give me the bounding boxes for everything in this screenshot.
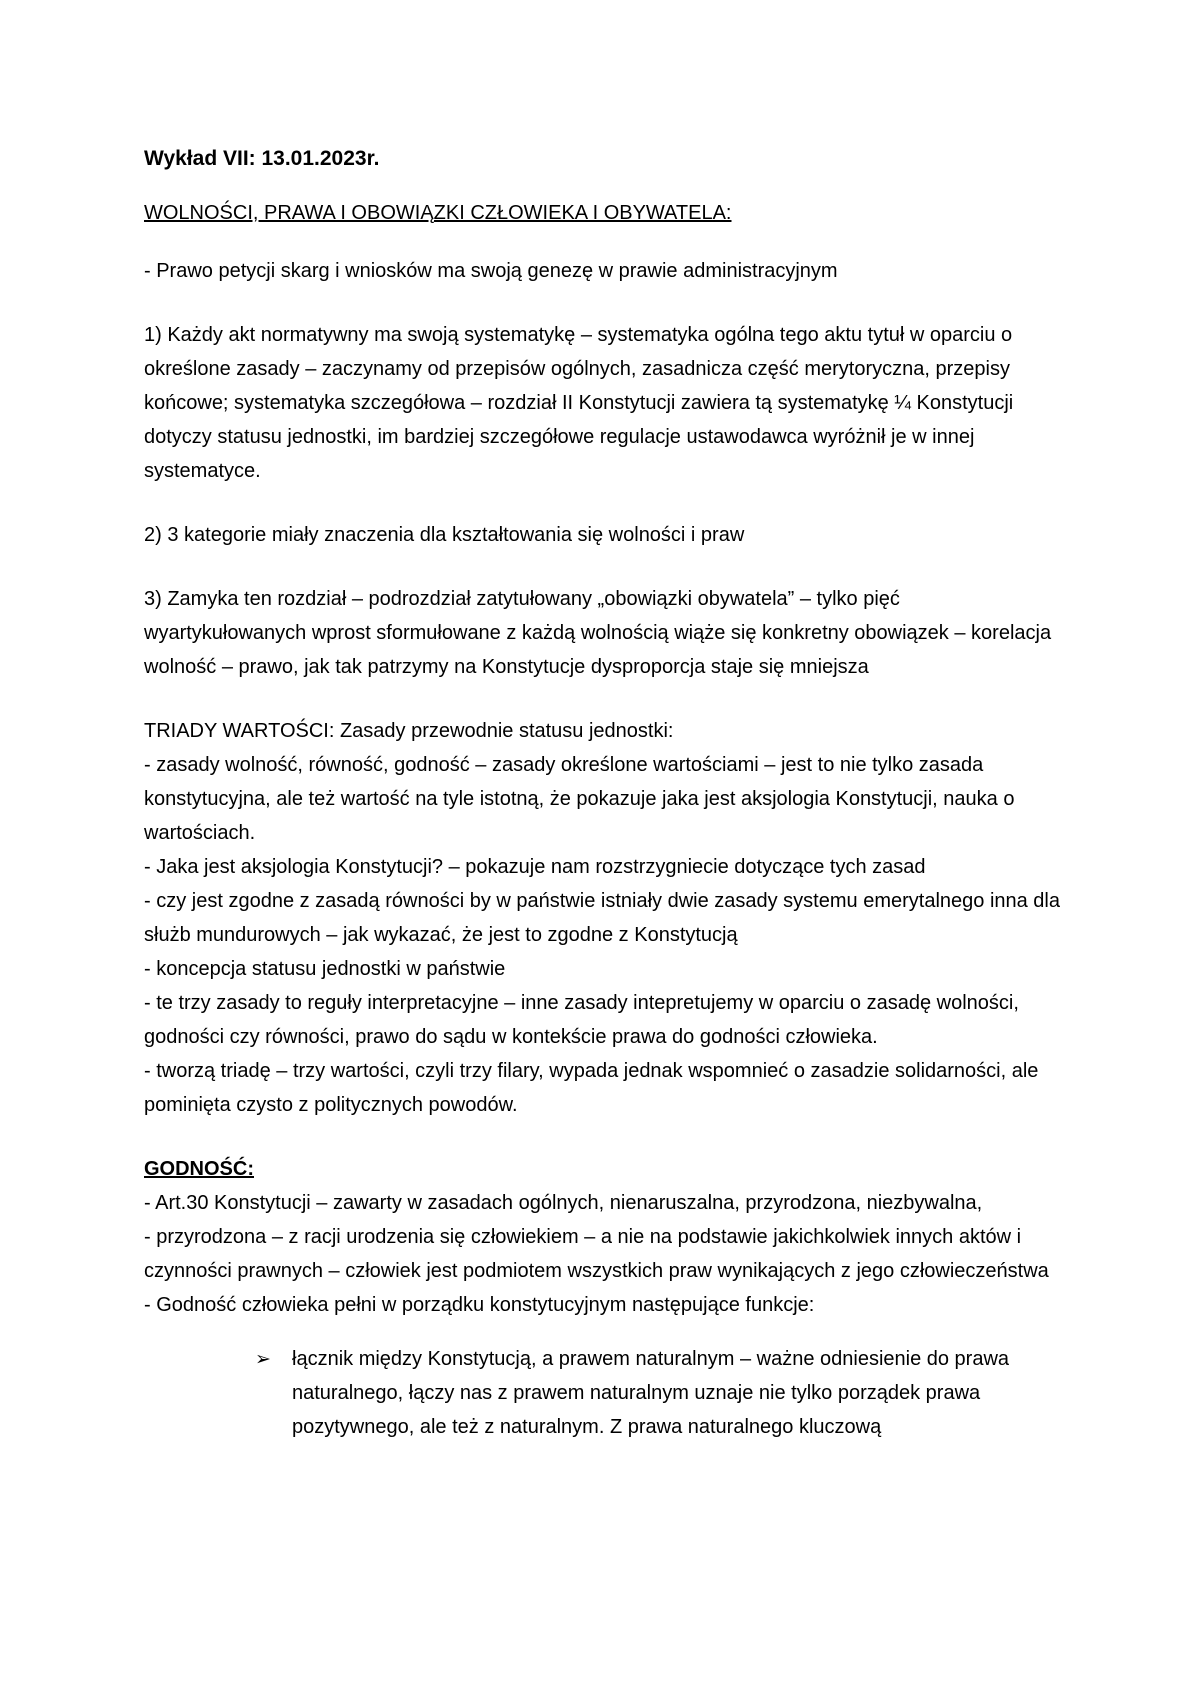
spacer xyxy=(144,1122,1064,1152)
spacer xyxy=(144,684,1064,714)
godnosc-line: - Godność człowieka pełni w porządku konstytucyjnym następujące funkcje: xyxy=(144,1294,815,1316)
triady-line: - czy jest zgodne z zasadą równości by w państwie istniały dwie zasady systemu emerytalnego inna dla służb mundurowych – jak wykazać, że jest to zgodne z Konstytucją xyxy=(144,890,1060,946)
arrow-bullet-icon: ➢ xyxy=(255,1348,271,1370)
triady-line: - koncepcja statusu jednostki w państwie xyxy=(144,958,506,980)
bullet-text: łącznik między Konstytucją, a prawem naturalnym – ważne odniesienie do prawa naturalnego, łączy nas z prawem naturalnym uznaje nie tylko porządek prawa pozytywnego, ale też z naturalnym. Z prawa naturalnego kluczową xyxy=(292,1348,1010,1438)
point-2: 2) 3 kategorie miały znaczenia dla kształtowania się wolności i praw xyxy=(144,524,745,546)
godnosc-line: - przyrodzona – z racji urodzenia się człowiekiem – a nie na podstawie jakichkolwiek innych aktów i czynności prawnych – człowiek jest podmiotem wszystkich praw wynikających z jego człowieczeństwa xyxy=(144,1226,1049,1282)
spacer xyxy=(144,552,1064,582)
triady-line: - tworzą triadę – trzy wartości, czyli trzy filary, wypada jednak wspomnieć o zasadzie solidarności, ale pominięta czysto z politycznych powodów. xyxy=(144,1060,1039,1116)
document-content xyxy=(144,142,1064,1444)
section-heading-rights: WOLNOŚCI, PRAWA I OBOWIĄZKI CZŁOWIEKA I OBYWATELA: xyxy=(144,202,732,224)
lecture-title: Wykład VII: 13.01.2023r. xyxy=(144,147,380,170)
point-1: 1) Każdy akt normatywny ma swoją systematykę – systematyka ogólna tego aktu tytuł w oparciu o określone zasady – zaczynamy od przepisów ogólnych, zasadnicza część merytoryczna, przepisy końcowe; systematyka szczegółowa – rozdział II Konstytucji zawiera tą systematykę ¼ Konstytucji dotyczy statusu jednostki, im bardziej szczegółowe regulacje ustawodawca wyróżnił je w innej systematyce. xyxy=(144,324,1014,482)
triady-line: - te trzy zasady to reguły interpretacyjne – inne zasady intepretujemy w oparciu o zasadę wolności, godności czy równości, prawo do sądu w kontekście prawa do godności człowieka. xyxy=(144,992,1019,1048)
spacer xyxy=(144,288,1064,318)
section-heading-dignity: GODNOŚĆ: xyxy=(144,1158,254,1180)
spacer xyxy=(144,488,1064,518)
triady-heading: TRIADY WARTOŚCI: Zasady przewodnie statusu jednostki: xyxy=(144,720,674,742)
point-3: 3) Zamyka ten rozdział – podrozdział zatytułowany „obowiązki obywatela” – tylko pięć wyartykułowanych wprost sformułowane z każdą wolnością wiąże się konkretny obowiązek – korelacja wolność – prawo, jak tak patrzymy na Konstytucje dysproporcja staje się mniejsza xyxy=(144,588,1052,678)
paragraph-petition: - Prawo petycji skarg i wniosków ma swoją genezę w prawie administracyjnym xyxy=(144,260,838,282)
godnosc-line: - Art.30 Konstytucji – zawarty w zasadach ogólnych, nienaruszalna, przyrodzona, niezbywalna, xyxy=(144,1192,983,1214)
triady-line: - zasady wolność, równość, godność – zasady określone wartościami – jest to nie tylko zasada konstytucyjna, ale też wartość na tyle istotną, że pokazuje jaka jest aksjologia Konstytucji, nauka o wartościach. xyxy=(144,754,1015,844)
triady-line: - Jaka jest aksjologia Konstytucji? – pokazuje nam rozstrzygniecie dotyczące tych zasad xyxy=(144,856,926,878)
functions-bullet-list xyxy=(144,1342,1064,1444)
list-item xyxy=(255,1342,1064,1444)
